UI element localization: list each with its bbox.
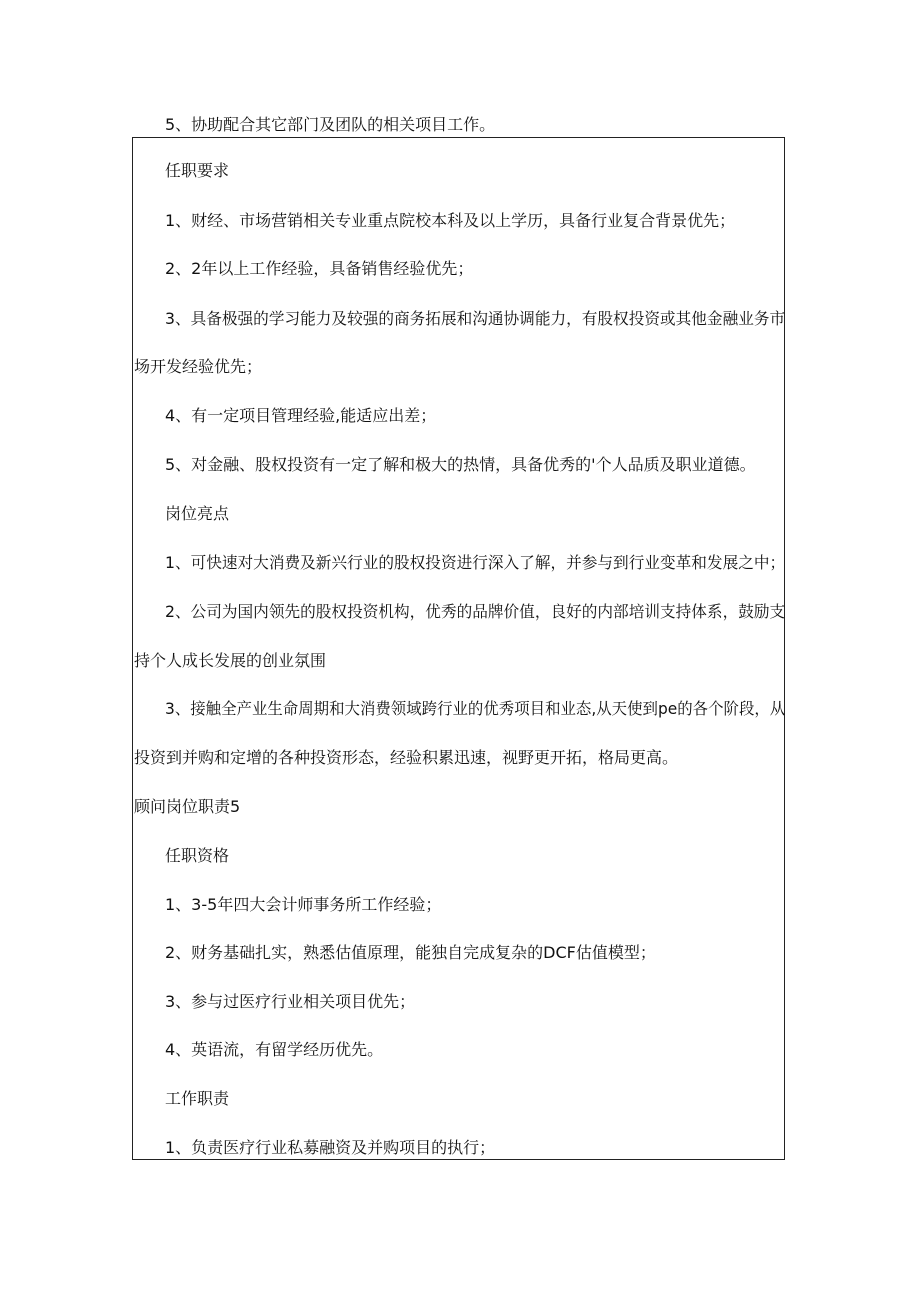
highlight-item-1: 1、可快速对大消费及新兴行业的股权投资进行深入了解，并参与到行业变革和发展之中； bbox=[165, 553, 786, 572]
requirement-item-2: 2、2年以上工作经验，具备销售经验优先； bbox=[165, 259, 474, 278]
qualification-item-2: 2、财务基础扎实，熟悉估值原理，能独自完成复杂的DCF估值模型； bbox=[165, 943, 656, 962]
requirement-item-3-continued: 场开发经验优先； bbox=[134, 357, 263, 376]
section-heading-qualifications: 任职资格 bbox=[165, 846, 230, 865]
requirement-item-1: 1、财经、市场营销相关专业重点院校本科及以上学历，具备行业复合背景优先； bbox=[165, 211, 736, 230]
highlight-item-2-continued: 持个人成长发展的创业氛围 bbox=[134, 651, 327, 670]
highlight-item-3: 3、接触全产业生命周期和大消费领域跨行业的优秀项目和业态,从天使到pe的各个阶段，从 bbox=[165, 699, 786, 718]
highlight-item-3-continued: 投资到并购和定增的各种投资形态，经验积累迅速，视野更开拓，格局更高。 bbox=[134, 748, 679, 767]
qualification-item-3: 3、参与过医疗行业相关项目优先； bbox=[165, 992, 416, 1011]
requirement-item-5: 5、对金融、股权投资有一定了解和极大的热情，具备优秀的'个人品质及职业道德。 bbox=[165, 455, 756, 474]
section-heading-duties: 工作职责 bbox=[165, 1089, 230, 1108]
duty-item-1: 1、负责医疗行业私募融资及并购项目的执行； bbox=[165, 1138, 496, 1157]
duty-item-5: 5、协助配合其它部门及团队的相关项目工作。 bbox=[165, 115, 496, 134]
requirement-item-3: 3、具备极强的学习能力及较强的商务拓展和沟通协调能力，有股权投资或其他金融业务市 bbox=[165, 309, 786, 328]
document-section-title: 顾问岗位职责5 bbox=[134, 797, 241, 816]
section-heading-highlights: 岗位亮点 bbox=[165, 504, 230, 523]
requirement-item-4: 4、有一定项目管理经验,能适应出差； bbox=[165, 406, 437, 425]
highlight-item-2: 2、公司为国内领先的股权投资机构，优秀的品牌价值，良好的内部培训支持体系，鼓励支 bbox=[165, 602, 786, 621]
qualification-item-4: 4、英语流，有留学经历优先。 bbox=[165, 1040, 384, 1059]
qualification-item-1: 1、3-5年四大会计师事务所工作经验； bbox=[165, 895, 442, 914]
section-heading-requirements: 任职要求 bbox=[165, 161, 230, 180]
